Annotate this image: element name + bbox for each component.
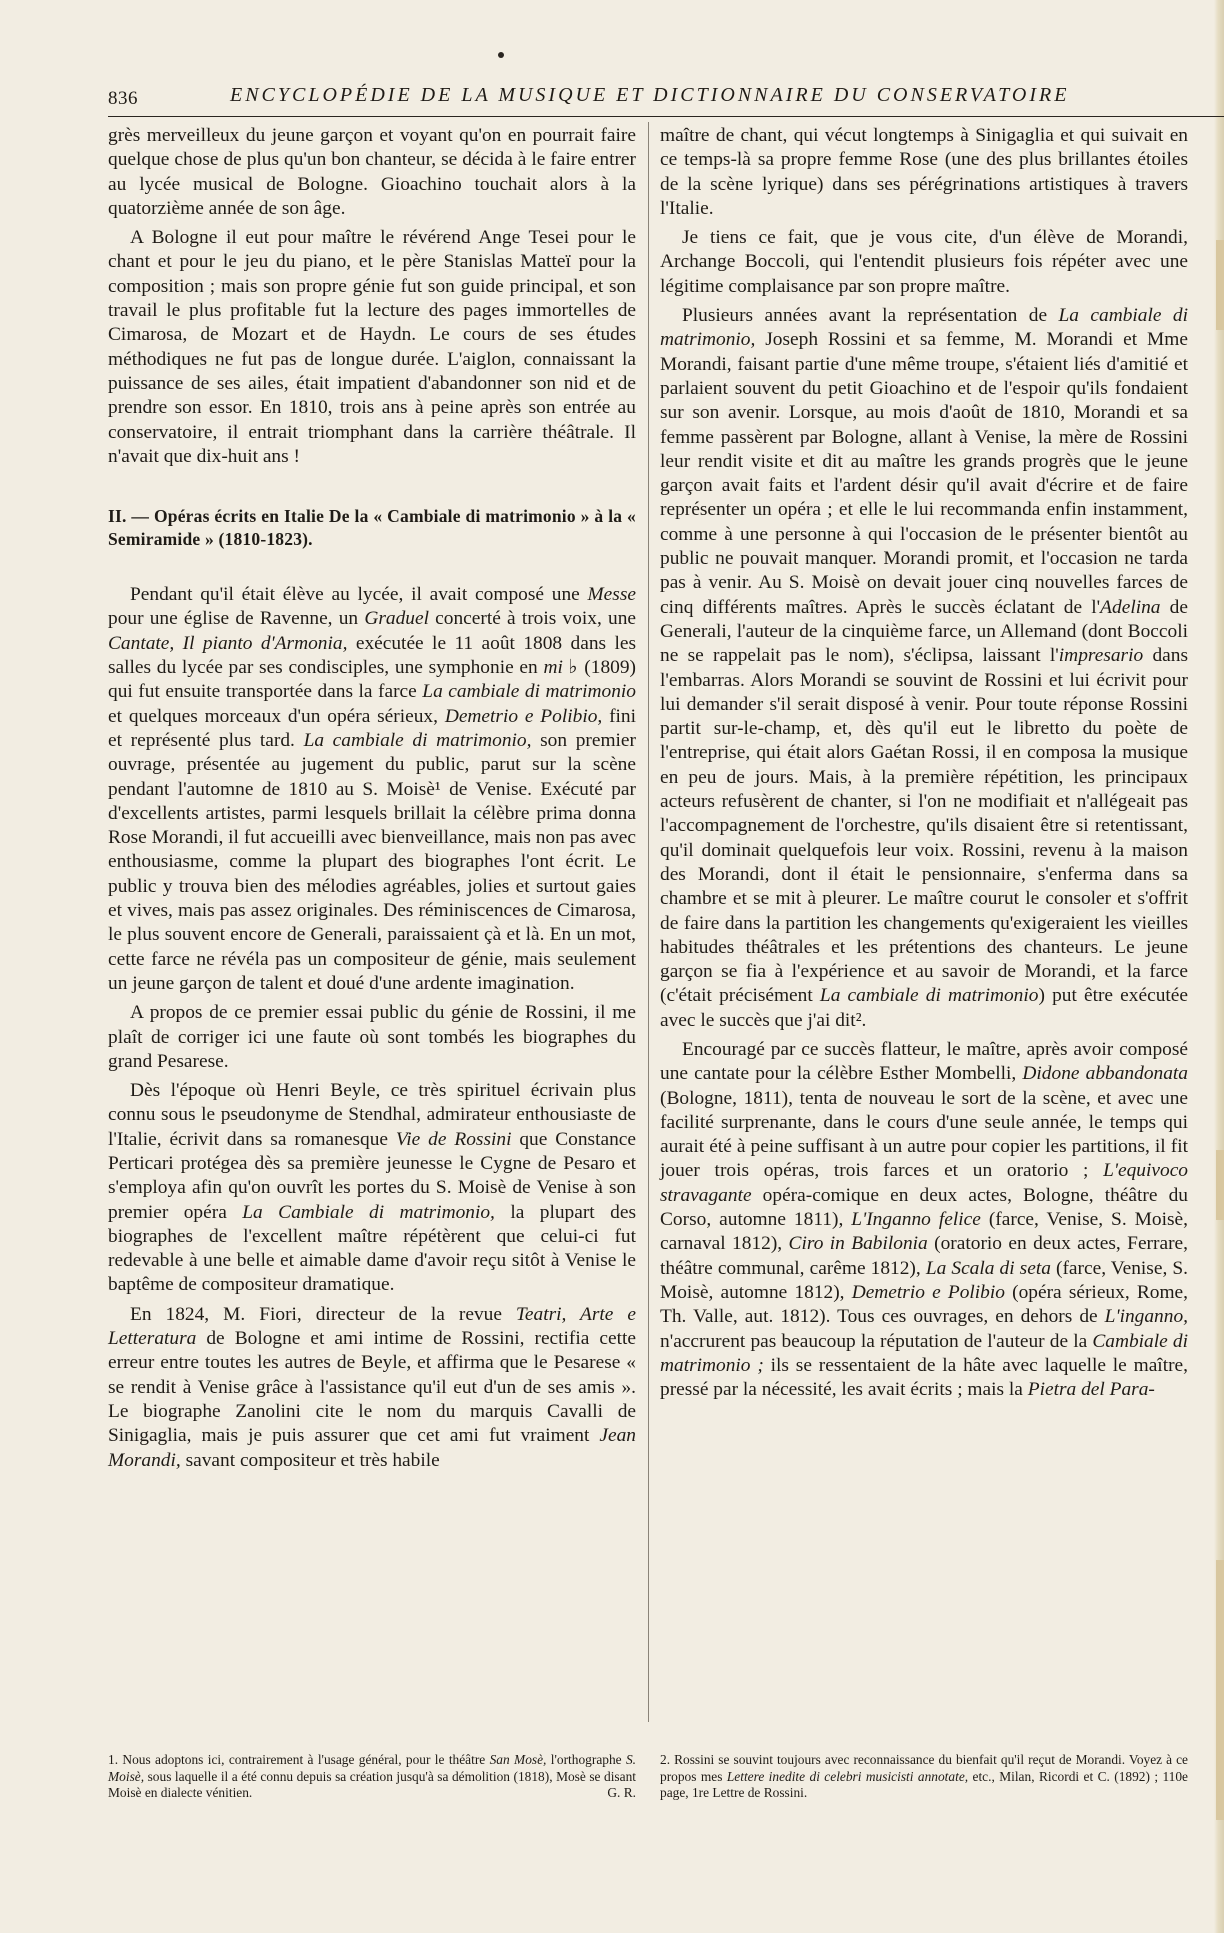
section-heading: II. — Opéras écrits en Italie De la « Cambiale di matrimonio » à la « Semiramide » (1810-1823). [108,506,636,550]
work-title: Pietra del Para- [1027,1379,1155,1401]
paragraph: En 1824, M. Fiori, directeur de la revue Teatri, Arte e Letteratura de Bologne et ami intime de Rossini, rectifia cette erreur entre toutes les autres de Beyle, et affirma que le Pesarese « se rendit à Venise grâce à l'assistance qu'il eut d'un de ses amis ». Le biographe Zanolini cite le nom du marquis Cavalli de Sinigaglia, mais je puis assurer que cet ami fut vraiment Jean Morandi, savant compositeur et très habile [108,1303,636,1471]
paragraph: Encouragé par ce succès flatteur, le maître, après avoir composé une cantate pour la célèbre Esther Mombelli, Didone abbandonata (Bologne, 1811), tenta de nouveau le sort de la scène, et avec une facilité surprenante, dans le cours d'une seule année, le temps qui aurait été à peine suffisant à un autre pour copier les partitions, il fit jouer trois opéras, trois farces et un oratorio ; L'equivoco stravagante opéra-comique en deux actes, Bologne, théâtre du Corso, automne 1811), L'Inganno felice (farce, Venise, S. Moisè, carnaval 1812), Ciro in Babilonia (oratorio en deux actes, Ferrare, théâtre communal, carême 1812), La Scala di seta (farce, Venise, S. Moisè, automne 1812), Demetrio e Polibio (opéra sérieux, Rome, Th. Valle, aut. 1812). Tous ces ouvrages, en dehors de L'inganno, n'accrurent pas beaucoup la réputation de l'auteur de la Cambiale di matrimonio ; ils se ressentaient de la hâte avec laquelle le maître, pressé par la nécessité, les avait écrits ; mais la Pietra del Para- [660,1038,1189,1401]
paragraph: A propos de ce premier essai public du génie de Rossini, il me plaît de corriger ici une faute où sont tombés les biographes du grand Pesarese. [108,1002,636,1072]
work-title: Vie de Rossini [395,1128,512,1150]
work-title: Demetrio e Polibio, [444,705,603,727]
work-title: La cambiale di matrimonio [819,985,1039,1007]
work-title: Didone abbandonata [1022,1063,1188,1085]
work-title: L'Inganno felice [851,1209,981,1231]
work-title: Adelina [1100,596,1161,618]
work-title: L'equivoco stravagante [660,1160,1188,1206]
footnote-1: 1. Nous adoptons ici, contrairement à l'usage général, pour le théâtre San Mosè, l'orthographe S. Moisè, sous laquelle il a été connu depuis sa création jusqu'à sa démolition (1818), Mosè se disant Moisè en dialecte vénitien. G. R. [108,1752,636,1800]
header-rule [108,116,1224,117]
page-edge-strip [1216,1560,1224,1820]
paragraph: A Bologne il eut pour maître le révérend Ange Tesei pour le chant et pour le jeu du piano, et le père Stanislas Matteï pour la composition ; mais son propre génie fut son guide principal, et son travail le plus profitable fut la lecture des pages immortelles de Cimarosa, de Mozart et de Haydn. Le cours de ses études méthodiques ne fut pas de longue durée. L'aiglon, connaissant la puissance de ses ailes, était impatient d'abandonner son nid et de prendre son essor. En 1810, trois ans à peine après son entrée au conservatoire, il entrait triomphant dans la carrière théâtrale. Il n'avait que dix-huit ans ! [108,227,636,467]
work-title: La cambiale di matrimonio, [303,729,532,751]
work-title: La cambiale di matrimonio [422,681,636,703]
paragraph: Pendant qu'il était élève au lycée, il avait composé une Messe pour une église de Ravenne, un Graduel concerté à trois voix, une Cantate, Il pianto d'Armonia, exécutée le 11 août 1808 dans les salles du lycée par ses condisciples, une symphonie en mi ♭ (1809) qui fut ensuite transportée dans la farce La cambiale di matrimonio et quelques morceaux d'un opéra sérieux, Demetrio e Polibio, fini et représenté plus tard. La cambiale di matrimonio, son premier ouvrage, présentée au jugement du public, parut sur la scène pendant l'automne de 1810 au S. Moisè¹ de Venise. Exécuté par d'excellents artistes, parmi lesquels brillait la célèbre prima donna Rose Morandi, il fut accueilli avec bienveillance, mais non pas avec enthousiasme, comme la plupart des biographes l'ont écrit. Le public y trouva bien des mélodies agréables, jolies et surtout gaies et vives, mais pas assez originales. Des réminiscences de Cimarosa, le plus souvent encore de Generali, paraissaient çà et là. En un mot, cette farce ne révéla pas un compositeur de génie, mais seulement un jeune garçon de talent et doué d'une ardente imagination. [108,584,637,994]
ink-dot [498,52,504,58]
work-title: La Scala di seta [925,1257,1051,1279]
work-title: Messe [587,584,636,606]
page-edge-strip [1216,1150,1224,1220]
page-number: 836 [108,88,138,109]
paragraph: Dès l'époque où Henri Beyle, ce très spirituel écrivain plus connu sous le pseudonyme de Stendhal, admirateur enthousiaste de l'Italie, écrivit dans sa romanesque Vie de Rossini que Constance Perticari protégea dès sa première jeunesse le Cygne de Pesaro et s'employa afin qu'on ouvrît les portes du S. Moisè de Venise à son premier opéra La Cambiale di matrimonio, la plupart des biographes de l'excellent maître répétèrent que celui-ci fut redevable à une belle et aimable dame d'avoir reçu sitôt à Venise le baptême de compositeur dramatique. [108,1080,637,1296]
work-title: Graduel [364,608,429,630]
right-column [660,124,1188,1407]
page-edge-strip [1216,240,1224,330]
paragraph: Je tiens ce fait, que je vous cite, d'un élève de Morandi, Archange Boccoli, qui l'entendit plusieurs fois répéter avec une légitime complaisance par son propre maître. [660,227,1188,297]
term: impresario [1058,645,1144,667]
work-title: Cambiale di matrimonio ; [660,1330,1188,1376]
work-title: Teatri, Arte e Letteratura [108,1303,636,1350]
left-column [108,124,636,1478]
musical-key: mi ♭ [543,657,579,679]
work-title: Ciro in Babilonia [788,1233,928,1255]
footnote-signature: G. R. [607,1785,636,1800]
work-title: La Cambiale di matrimonio, [242,1201,495,1223]
paragraph: maître de chant, qui vécut longtemps à Sinigaglia et qui suivait en ce temps-là sa propre femme Rose (une des plus brillantes étoiles de la scène lyrique) dans ses pérégrinations artistiques à travers l'Italie. [660,125,1188,219]
work-title: L'inganno, [1104,1306,1188,1328]
running-title: ENCYCLOPÉDIE DE LA MUSIQUE ET DICTIONNAIRE DU CONSERVATOIRE [230,84,1070,106]
person-name: Jean Morandi, [108,1425,636,1471]
work-title: La cambiale di matrimonio, [660,305,1188,351]
paragraph: Plusieurs années avant la représentation de La cambiale di matrimonio, Joseph Rossini et sa femme, M. Morandi et Mme Morandi, faisant partie d'une même troupe, s'étaient liés d'amitié et parlaient souvent du petit Gioachino et de l'espoir qu'ils fondaient sur son avenir. Lorsque, au mois d'août de 1810, Morandi et sa femme passèrent par Bologne, allant à Venise, la mère de Rossini leur rendit visite et dit au maître les grands progrès que le jeune garçon avait faits et l'ardent désir qu'il avait d'écrire et de faire représenter un opéra ; et elle le lui recommanda enfin instamment, comme à une personne à qui l'occasion de le présenter bientôt au public ne pouvait manquer. Morandi promit, et l'occasion ne tarda pas à venir. Au S. Moisè on devait jouer cinq nouvelles farces de cinq différents maîtres. Après le succès éclatant de l'Adelina de Generali, l'auteur de la cinquième farce, un Allemand (dont Boccoli ne se rappelait pas le nom), s'éclipsa, laissant l'impresario dans l'embarras. Alors Morandi se souvint de Rossini et lui écrivit pour lui demander s'il serait disposé à venir. Pour toute réponse Rossini partit sur-le-champ, et, dès qu'il eut le libretto du poète de l'entreprise, qui était alors Gaétan Rossi, il en composa la musique en peu de jours. Mais, à la première répétition, les principaux acteurs refusèrent de chanter, si l'on ne modifiait et n'allégeait pas l'accompagnement de l'orchestre, qu'ils disaient être si retentissant, qu'il dominait quelquefois leur voix. Rossini, revenu à la maison des Morandi, dont il était le pensionnaire, s'enferma dans sa chambre et se mit à pleurer. Le maître courut le consoler et s'offrit de faire dans la partition les changements qu'exigeraient les vieilles habitudes théâtrales et les prétentions des chanteurs. Le jeune garçon se fia à l'expérience et au savoir de Morandi, et la farce (c'était précisément La cambiale di matrimonio) put être exécutée avec le succès que j'ai dit². [660,305,1188,1031]
paragraph: grès merveilleux du jeune garçon et voyant qu'on en pourrait faire quelque chose de plus qu'un bon chanteur, se décida à le faire entrer au lycée musical de Bologne. Gioachino touchait alors à la quatorzième année de son âge. [108,125,636,219]
work-title: Demetrio e Polibio [851,1281,1005,1303]
work-title: Cantate, Il pianto d'Armonia, [108,632,348,654]
footnote-2: 2. Rossini se souvint toujours avec reconnaissance du bienfait qu'il reçut de Morandi. Voyez à ce propos mes Lettere inedite di celebri musicisti annotate, etc., Milan, Ricordi et C. (1892) ; 110e page, 1re Lettre de Rossini. [660,1752,1188,1800]
column-divider [648,122,649,1722]
